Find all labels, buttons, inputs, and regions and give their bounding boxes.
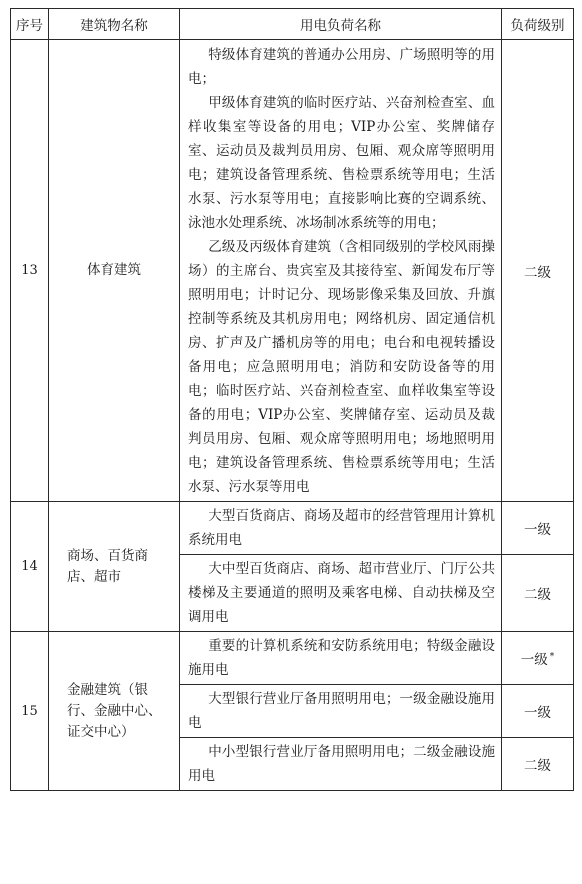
row-14-number: 14 [11, 502, 49, 632]
table-header-row [11, 9, 574, 40]
table-row-14a [11, 502, 574, 555]
row-14-level-2: 二级 [502, 555, 574, 632]
row-15-load-1-text: 重要的计算机系统和安防系统用电；特级金融设施用电 [188, 638, 495, 678]
row-14-load-2 [180, 555, 502, 632]
row-13-number: 13 [11, 40, 49, 502]
row-15-level-1 [502, 632, 574, 685]
header-building-name: 建筑物名称 [49, 9, 180, 40]
table-row-13 [11, 40, 574, 502]
row-13-load-description [180, 40, 502, 502]
row-15-load-1 [180, 632, 502, 685]
row-15-building: 金融建筑（银行、金融中心、证交中心） [49, 632, 180, 791]
row-15-level-2: 一级 [502, 685, 574, 738]
row-15-level-1-text: 一级 [520, 652, 548, 668]
row-15-level-3: 二级 [502, 738, 574, 791]
row-14-load-1-text: 大型百货商店、商场及超市的经营管理用计算机系统用电 [188, 508, 495, 548]
row-15-load-3 [180, 738, 502, 791]
row-15-load-2-text: 大型银行营业厅备用照明用电；一级金融设施用电 [188, 691, 495, 731]
row-15-load-2 [180, 685, 502, 738]
header-load-name: 用电负荷名称 [180, 9, 502, 40]
row-15-number: 15 [11, 632, 49, 791]
row-14-load-1 [180, 502, 502, 555]
header-load-level: 负荷级别 [502, 9, 574, 40]
row-15-level-1-note-mark: * [549, 651, 555, 662]
row-14-level-1: 一级 [502, 502, 574, 555]
row-14-building: 商场、百货商店、超市 [49, 502, 180, 632]
table-row-15a [11, 632, 574, 685]
header-serial-number: 序号 [11, 9, 49, 40]
row-13-paragraph-3: 乙级及丙级体育建筑（含相同级别的学校风雨操场）的主席台、贵宾室及其接待室、新闻发布厅等照明用电；计时记分、现场影像采集及回放、升旗控制等系统及其机房用电；网络机房、固定通信机房、扩声及广播机房等的用电；电台和电视转播设备用电；应急照明用电；消防和安防设备等的用电；临时医疗站、兴奋剂检查室、血样收集室等设备的用电；VIP办公室、奖牌储存室、运动员及裁判员用房、包厢、观众席等照明用电；场地照明用电；建筑设备管理系统、售检票系统等用电；生活水泵、污水泵等用电 [188, 239, 495, 495]
row-13-level: 二级 [502, 40, 574, 502]
power-load-classification-table [10, 8, 574, 791]
row-13-paragraph-2: 甲级体育建筑的临时医疗站、兴奋剂检查室、血样收集室等设备的用电；VIP办公室、奖牌储存室、运动员及裁判员用房、包厢、观众席等照明用电；建筑设备管理系统、售检票系统等用电；生活水泵、污水泵等用电；直接影响比赛的空调系统、泳池水处理系统、冰场制冰系统等的用电； [188, 95, 495, 231]
row-14-load-2-text: 大中型百货商店、商场、超市营业厅、门厅公共楼梯及主要通道的照明及乘客电梯、自动扶梯及空调用电 [188, 561, 495, 625]
row-15-load-3-text: 中小型银行营业厅备用照明用电；二级金融设施用电 [188, 744, 495, 784]
row-13-paragraph-1: 特级体育建筑的普通办公用房、广场照明等的用电； [188, 47, 495, 87]
row-13-building: 体育建筑 [49, 40, 180, 502]
